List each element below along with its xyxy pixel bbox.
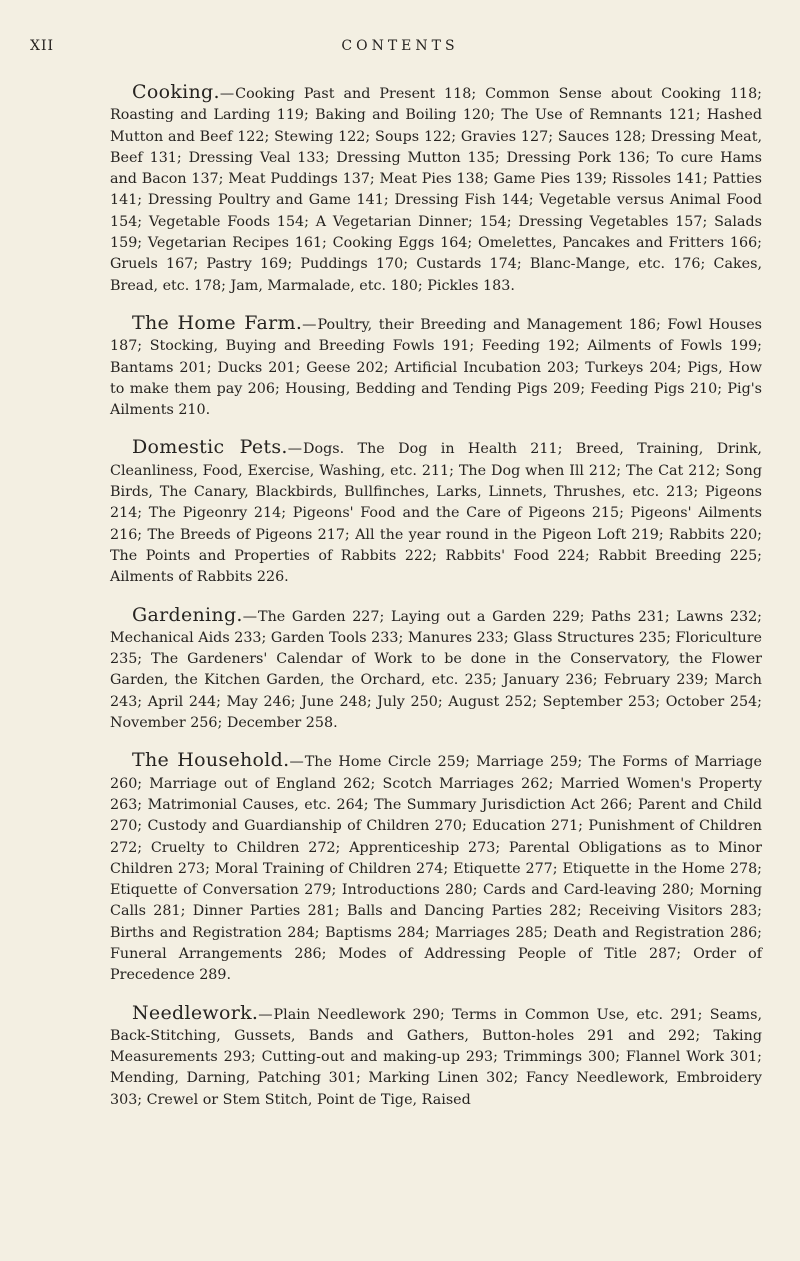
- section-text: The Home Circle 259; Marriage 259; The Forms of Marriage 260; Marriage out of England 262; Scotch Marriages 262; Married Women's Property 263; Matrimonial Causes, etc. 264; The Summary Jurisdiction Act 266; Parent and Child 270; Custody and Guardianship of Children 270; Education 271; Punishment of Children 272; Cruelty to Children 272; Apprenticeship 273; Parental Obligations as to Minor Children 273; Moral Training of Children 274; Etiquette 277; Etiquette in the Home 278; Etiquette of Conversation 279; Introductions 280; Cards and Card-leaving 280; Morning Calls 281; Dinner Parties 281; Balls and Dancing Parties 282; Receiving Visitors 283; Births and Registration 284; Baptisms 284; Marriages 285; Death and Registration 286; Funeral Arrangements 286; Modes of Addressing People of Title 287; Order of Precedence 289.: [110, 754, 763, 984]
- section-heading: Cooking.: [132, 81, 220, 103]
- section-needlework: [110, 1003, 762, 1111]
- contents-sections: [110, 82, 762, 1127]
- section-heading: The Household.: [132, 749, 290, 772]
- section-household: [110, 750, 762, 986]
- section-text: Poultry, their Breeding and Management 186; Fowl Houses 187; Stocking, Buying and Breeding Fowls 191; Feeding 192; Ailments of Fowls 199; Bantams 201; Ducks 201; Geese 202; Artificial Incubation 203; Turkeys 204; Pigs, How to make them pay 206; Housing, Bedding and Tending Pigs 209; Feeding Pigs 210; Pig's Ailments 210.: [110, 316, 762, 419]
- heading-dash: —: [219, 86, 235, 102]
- heading-dash: —: [289, 754, 304, 771]
- section-home-farm: [110, 313, 762, 421]
- section-text: Cooking Past and Present 118; Common Sense about Cooking 118; Roasting and Larding 119; Baking and Boiling 120; The Use of Remnants 121; Hashed Mutton and Beef 122; Stewing 122; Soups 122; Gravies 127; Sauces 128; Dressing Meat, Beef 131; Dressing Veal 133; Dressing Mutton 135; Dressing Pork 136; To cure Hams and Bacon 137; Meat Puddings 137; Meat Pies 138; Game Pies 139; Rissoles 141; Patties 141; Dressing Poultry and Game 141; Dressing Fish 144; Vegetable versus Animal Food 154; Vegetable Foods 154; A Vegetarian Dinner; 154; Dressing Vegetables 157; Salads 159; Vegetarian Recipes 161; Cooking Eggs 164; Omelettes, Pancakes and Fritters 166; Gruels 167; Pastry 169; Puddings 170; Custards 174; Blanc-Mange, etc. 176; Cakes, Bread, etc. 178; Jam, Marmalade, etc. 180; Pickles 183.: [110, 86, 762, 294]
- section-cooking: [110, 82, 762, 297]
- section-text: Plain Needlework 290; Terms in Common Use, etc. 291; Seams, Back-Stitching, Gussets, Bands and Gathers, Button-holes 291 and 292; Taking Measurements 293; Cutting-out and making-up 293; Trimmings 300; Flannel Work 301; Mending, Darning, Patching 301; Marking Linen 302; Fancy Needlework, Embroidery 303; Crewel or Stem Stitch, Point de Tige, Raised: [110, 1006, 762, 1108]
- heading-dash: —: [302, 316, 317, 333]
- section-gardening: [110, 605, 762, 735]
- section-text: The Garden 227; Laying out a Garden 229; Paths 231; Lawns 232; Mechanical Aids 233; Garden Tools 233; Manures 233; Glass Structures 235; Floriculture 235; The Gardeners' Calendar of Work to be done in the Conservatory, the Flower Garden, the Kitchen Garden, the Orchard, etc. 235; January 236; February 239; March 243; April 244; May 246; June 248; July 250; August 252; September 253; October 254; November 256; December 258.: [110, 608, 762, 732]
- heading-dash: —: [287, 441, 303, 458]
- section-domestic-pets: [110, 437, 762, 588]
- heading-dash: —: [258, 1006, 273, 1023]
- section-heading: The Home Farm.: [132, 311, 303, 334]
- section-text: Dogs. The Dog in Health 211; Breed, Training, Drink, Cleanliness, Food, Exercise, Washing, etc. 211; The Dog when Ill 212; The Cat 212; Song Birds, The Canary, Blackbirds, Bullfinches, Larks, Linnets, Thrushes, etc. 213; Pigeons 214; The Pigeonry 214; Pigeons' Food and the Care of Pigeons 215; Pigeons' Ailments 216; The Breeds of Pigeons 217; All the year round in the Pigeon Loft 219; Rabbits 220; The Points and Properties of Rabbits 222; Rabbits' Food 224; Rabbit Breeding 225; Ailments of Rabbits 226.: [110, 441, 762, 586]
- running-head: CONTENTS: [341, 38, 459, 54]
- heading-dash: —: [242, 608, 258, 625]
- section-heading: Domestic Pets.: [132, 436, 288, 459]
- section-heading: Gardening.: [132, 603, 243, 626]
- section-heading: Needlework.: [132, 1001, 259, 1024]
- page-folio: XII: [30, 38, 55, 54]
